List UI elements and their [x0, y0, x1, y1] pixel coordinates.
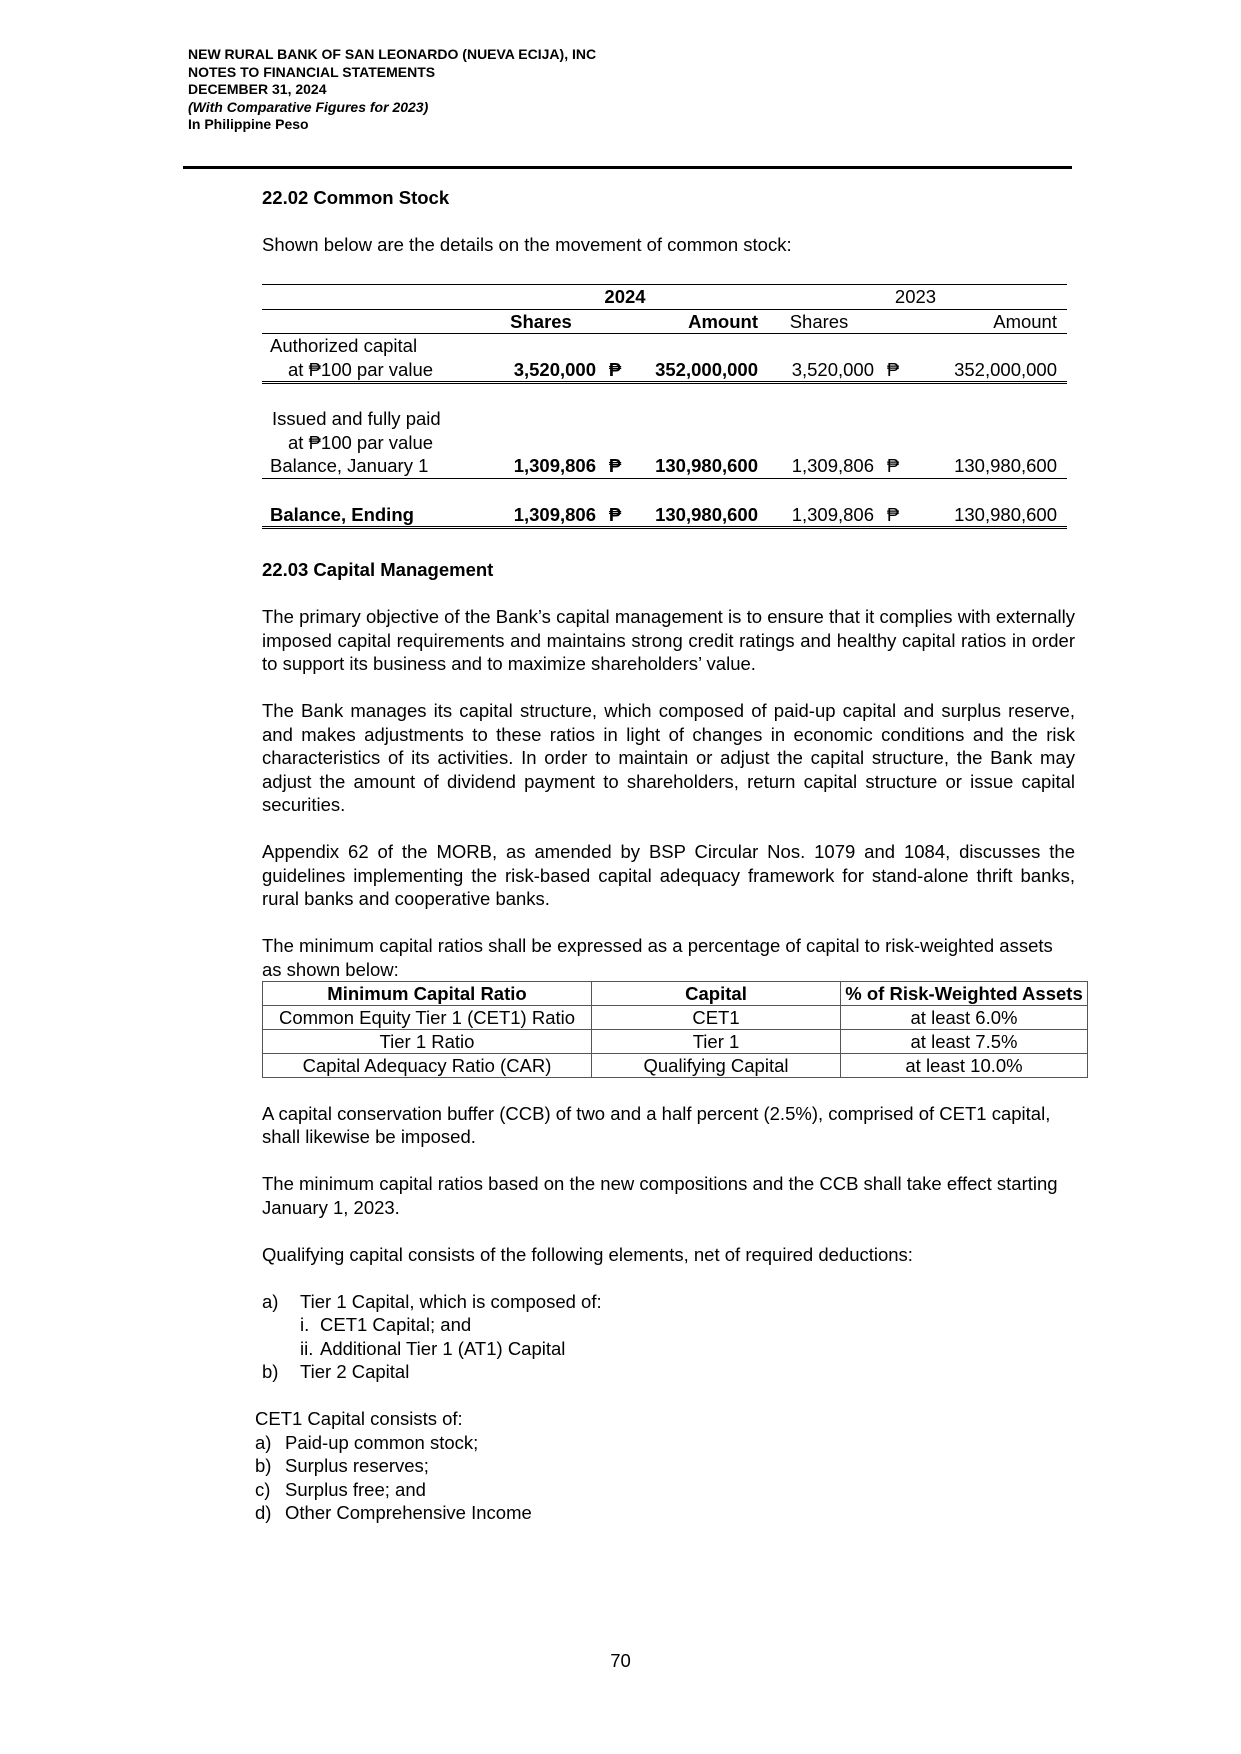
col-amount-2024: Amount: [602, 309, 764, 334]
company-name: NEW RURAL BANK OF SAN LEONARDO (NUEVA ECIJA), INC: [188, 46, 597, 62]
ratio-minimum: at least 7.5%: [841, 1030, 1088, 1054]
list-item: [255, 1454, 1075, 1478]
paragraph-objective: The primary objective of the Bank’s capital management is to ensure that it complies with externally imposed capital requirements and maintains strong credit ratings and healthy capital ratios in order to support its business and to maximize shareholders’ value.: [262, 606, 1075, 674]
col-shares-2023: Shares: [764, 309, 880, 334]
balance-jan-label: Balance, January 1: [262, 454, 486, 478]
balance-jan-amount-2023: 130,980,600: [906, 454, 1067, 478]
ratio-capital: CET1: [592, 1006, 841, 1030]
list-marker: ii.: [300, 1337, 314, 1359]
common-stock-intro: Shown below are the details on the movement of common stock:: [262, 234, 792, 255]
peso-sign: ₱: [880, 358, 906, 383]
authorized-amount-2023: 352,000,000: [906, 358, 1067, 383]
balance-end-amount-2024: 130,980,600: [628, 503, 764, 528]
table-row-authorized: [262, 358, 1067, 383]
minimum-capital-ratio-table: [262, 981, 1088, 1078]
section-title-capital-management: 22.03 Capital Management: [262, 559, 494, 580]
paragraph-appendix-62: Appendix 62 of the MORB, as amended by BSP Circular Nos. 1079 and 1084, discusses the guidelines implementing the risk-based capital adequacy framework for stand-alone thrift banks, rural banks and cooperative banks.: [262, 841, 1075, 909]
year-header-2023: 2023: [764, 285, 1067, 310]
statement-title: NOTES TO FINANCIAL STATEMENTS: [188, 63, 436, 80]
paragraph-effective-date: The minimum capital ratios based on the new compositions and the CCB shall take effect starting January 1, 2023.: [262, 1173, 1058, 1218]
list-text: Tier 1 Capital, which is composed of:: [300, 1290, 602, 1312]
paragraph-qualifying-intro: Qualifying capital consists of the following elements, net of required deductions:: [262, 1243, 913, 1265]
list-item: [255, 1501, 1075, 1525]
list-marker: a): [255, 1431, 272, 1453]
qualifying-capital-list: [262, 1290, 1075, 1384]
table-row: [263, 1006, 1088, 1030]
authorized-label-2: at ₱100 par value: [288, 358, 434, 380]
ratio-capital: Qualifying Capital: [592, 1054, 841, 1078]
year-header-2024: 2024: [486, 285, 764, 310]
paragraph-capital-structure: The Bank manages its capital structure, which composed of paid-up capital and surplus reserve, and makes adjustments to these ratios in light of changes in economic conditions and the risk characteristics of its activities. In order to maintain or adjust the capital structure, the Bank may adjust the amount of dividend payment to shareholders, return capital structure or issue capital securities.: [262, 700, 1075, 815]
document-header: [188, 46, 596, 134]
list-text: Surplus reserves;: [285, 1455, 429, 1476]
table-row: [263, 1054, 1088, 1078]
peso-sign: ₱: [602, 503, 628, 528]
list-marker: a): [262, 1290, 279, 1312]
balance-end-shares-2024: 1,309,806: [486, 503, 602, 528]
col-amount-2023: Amount: [880, 309, 1067, 334]
list-item: [255, 1478, 1075, 1502]
ratio-minimum: at least 6.0%: [841, 1006, 1088, 1030]
statement-date: DECEMBER 31, 2024: [188, 81, 327, 97]
ratio-capital: Tier 1: [592, 1030, 841, 1054]
col-shares-2024: Shares: [486, 309, 602, 334]
authorized-amount-2024: 352,000,000: [628, 358, 764, 383]
table-row: [263, 1030, 1088, 1054]
peso-sign: ₱: [602, 454, 628, 478]
list-text: CET1 Capital; and: [320, 1314, 472, 1335]
balance-end-shares-2023: 1,309,806: [764, 503, 880, 528]
authorized-label-1: Authorized capital: [270, 335, 418, 356]
ratio-name: Common Equity Tier 1 (CET1) Ratio: [263, 1006, 592, 1030]
list-text: Paid-up common stock;: [285, 1431, 479, 1453]
list-text: Additional Tier 1 (AT1) Capital: [320, 1337, 566, 1359]
table-row-balance-ending: [262, 503, 1067, 528]
balance-end-amount-2023: 130,980,600: [906, 503, 1067, 528]
list-marker: b): [255, 1455, 272, 1476]
col-header-capital: Capital: [592, 982, 841, 1006]
cet1-intro: CET1 Capital consists of:: [255, 1408, 463, 1429]
col-header-ratio: Minimum Capital Ratio: [263, 982, 592, 1006]
balance-jan-shares-2023: 1,309,806: [764, 454, 880, 478]
issued-label-1: Issued and fully paid: [272, 408, 441, 429]
list-item: [262, 1337, 1075, 1361]
list-marker: d): [255, 1502, 272, 1523]
common-stock-section: [262, 186, 1075, 257]
col-header-rwa: % of Risk-Weighted Assets: [841, 982, 1088, 1006]
issued-label-2: at ₱100 par value: [288, 431, 434, 453]
list-marker: i.: [300, 1314, 310, 1335]
list-marker: c): [255, 1478, 271, 1500]
list-text: Other Comprehensive Income: [285, 1502, 532, 1523]
section-title-common-stock: 22.02 Common Stock: [262, 187, 450, 208]
ratio-name: Capital Adequacy Ratio (CAR): [263, 1054, 592, 1078]
list-item: [262, 1313, 1075, 1337]
peso-sign: ₱: [880, 454, 906, 478]
authorized-shares-2024: 3,520,000: [486, 358, 602, 383]
ratio-name: Tier 1 Ratio: [263, 1030, 592, 1054]
list-item: [255, 1431, 1075, 1455]
currency-note: In Philippine Peso: [188, 116, 309, 132]
table-row-balance-january: [262, 454, 1067, 478]
paragraph-ccb: A capital conservation buffer (CCB) of two and a half percent (2.5%), comprised of CET1 capital, shall likewise be imposed.: [262, 1102, 1051, 1147]
header-divider: [183, 166, 1072, 169]
list-text: Surplus free; and: [285, 1478, 426, 1500]
common-stock-table: [262, 284, 1067, 529]
list-marker: b): [262, 1361, 279, 1382]
cet1-section: [255, 1407, 1075, 1525]
balance-jan-amount-2024: 130,980,600: [628, 454, 764, 478]
list-item: [262, 1290, 1075, 1314]
ratio-minimum: at least 10.0%: [841, 1054, 1088, 1078]
peso-sign: ₱: [880, 503, 906, 528]
capital-management-section: [255, 558, 1083, 1525]
balance-jan-shares-2024: 1,309,806: [486, 454, 602, 478]
comparative-note: (With Comparative Figures for 2023): [188, 98, 429, 115]
paragraph-minimum-ratios: The minimum capital ratios shall be expressed as a percentage of capital to risk-weighted assets as shown below:: [262, 935, 1053, 980]
page-number: 70: [610, 1650, 631, 1671]
peso-sign: ₱: [602, 358, 628, 383]
authorized-shares-2023: 3,520,000: [764, 358, 880, 383]
list-item: [262, 1360, 1075, 1384]
balance-end-label: Balance, Ending: [262, 503, 486, 528]
list-text: Tier 2 Capital: [300, 1361, 410, 1382]
